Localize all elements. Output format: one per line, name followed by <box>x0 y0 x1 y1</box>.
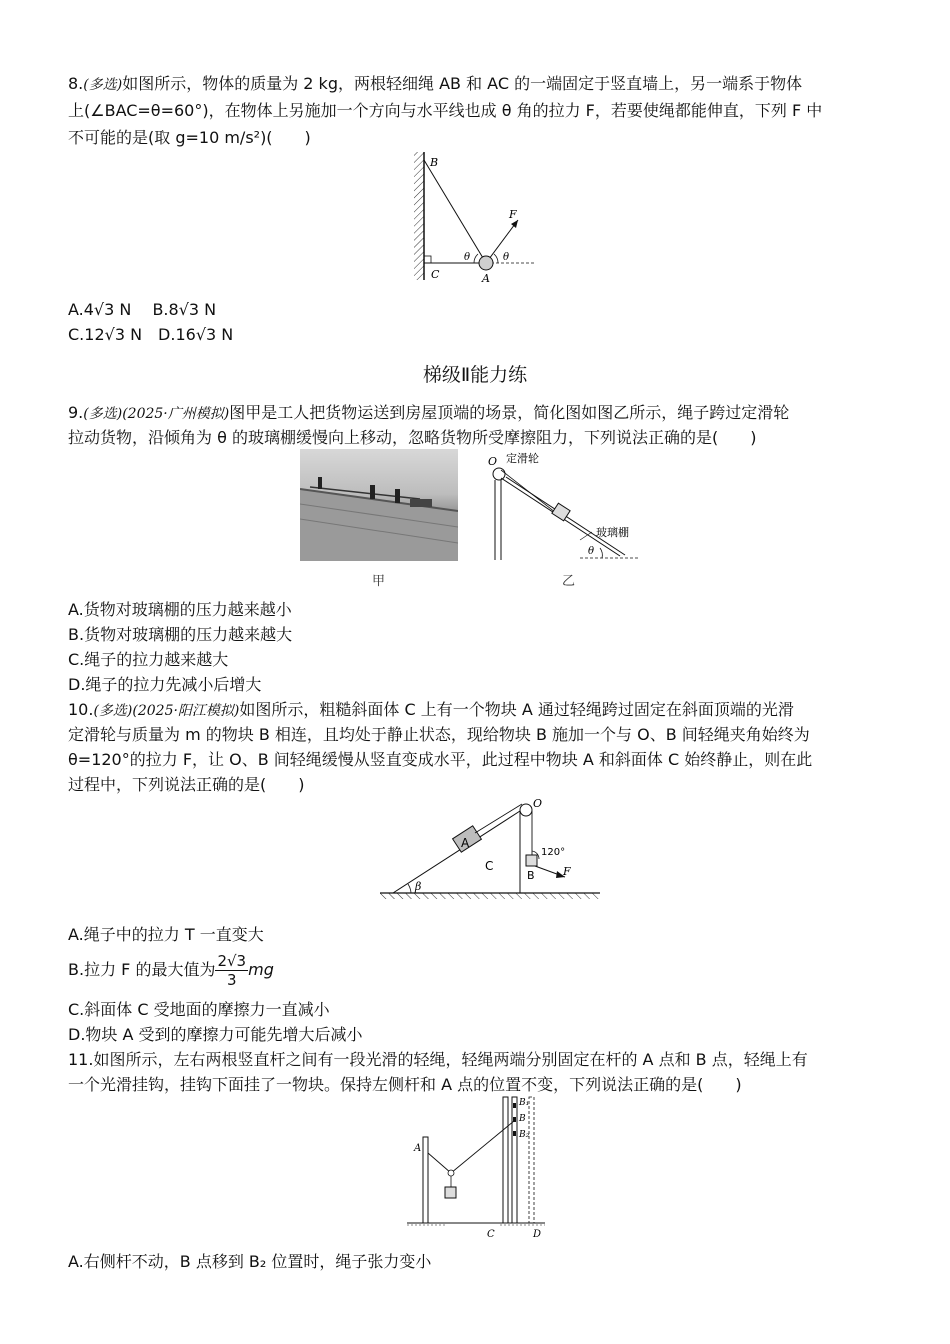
q9-line-1: 9.(多选)(2025·广州模拟)图甲是工人把货物运送到房屋顶端的场景，简化图如图乙所示，绳子跨过定滑轮 <box>68 403 790 422</box>
q8-tag: (多选) <box>83 77 123 93</box>
q10-option-b-fraction: $\frac{2√3}{3}$ <box>217 952 247 989</box>
q10-option-c[interactable]: C.斜面体 C 受地面的摩擦力一直减小 <box>68 1000 330 1019</box>
q11-label-c: C <box>487 1229 495 1240</box>
q8-label-b: B <box>430 156 439 169</box>
q11-label-d: D <box>533 1229 542 1240</box>
q9-figure-yi <box>480 450 655 565</box>
q10-line-3: θ=120°的拉力 F，让 O、B 间轻绳缓慢从竖直变成水平，此过程中物块 A 和斜面体 C 始终静止，则在此 <box>68 750 813 769</box>
q10-label-angle: 120° <box>541 847 566 858</box>
q9-label-pulley: 定滑轮 <box>506 452 539 465</box>
q10-label-beta: β <box>415 880 422 893</box>
q9-line-2: 拉动货物，沿倾角为 θ 的玻璃棚缓慢向上移动，忽略货物所受摩擦阻力，下列说法正确的是( ) <box>68 428 757 447</box>
q9-option-b[interactable]: B.货物对玻璃棚的压力越来越大 <box>68 625 293 644</box>
q11-line-1: 11.如图所示，左右两根竖直杆之间有一段光滑的轻绳，轻绳两端分别固定在杆的 A 点和 B 点，轻绳上有 <box>68 1050 808 1069</box>
q10-line-1: 10.(多选)(2025·阳江模拟)如图所示，粗糙斜面体 C 上有一个物块 A 通过轻绳跨过固定在斜面顶端的光滑 <box>68 700 794 719</box>
q8-line-2: 上(∠BAC=θ=60°)，在物体上另施加一个方向与水平线也成 θ 角的拉力 F，若要使绳都能伸直，下列 F 中 <box>68 101 823 120</box>
q10-option-a[interactable]: A.绳子中的拉力 T 一直变大 <box>68 925 264 944</box>
q9-fig-label-jia: 甲 <box>372 574 386 589</box>
q10-label-b: B <box>527 869 535 882</box>
q8-label-theta-2: θ <box>503 252 510 263</box>
q8-label-theta-1: θ <box>464 252 471 263</box>
q10-option-b[interactable]: B.拉力 F 的最大值为 $\frac{2√3}{3}$ mg <box>68 952 274 989</box>
q9-label-glass: 玻璃棚 <box>596 526 629 539</box>
q8-label-f: F <box>509 208 517 221</box>
q9-fig-label-yi: 乙 <box>562 574 576 589</box>
q9-option-a[interactable]: A.货物对玻璃棚的压力越来越小 <box>68 600 292 619</box>
q11-label-b: B <box>519 1114 526 1124</box>
q10-label-a: A <box>461 836 470 850</box>
q11-option-a[interactable]: A.右侧杆不动，B 点移到 B₂ 位置时，绳子张力变小 <box>68 1252 432 1271</box>
q8-options-cd[interactable]: C.12√3 N D.16√3 N <box>68 325 234 344</box>
q9-label-theta: θ <box>588 546 595 557</box>
q8-line-1: 8.(多选)如图所示，物体的质量为 2 kg，两根轻细绳 AB 和 AC 的一端固定于竖直墙上，另一端系于物体 <box>68 74 803 93</box>
q10-option-d[interactable]: D.物块 A 受到的摩擦力可能先增大后减小 <box>68 1025 363 1044</box>
q11-label-a: A <box>414 1143 422 1154</box>
q8-label-a: A <box>482 272 490 285</box>
q11-label-b1: B₁ <box>519 1098 530 1108</box>
q10-label-f: F <box>563 865 571 878</box>
q8-figure <box>400 148 550 288</box>
q8-options-ab[interactable]: A.4√3 N B.8√3 N <box>68 300 217 319</box>
q9-label-o: O <box>488 455 498 468</box>
q8-line-3: 不可能的是(取 g=10 m/s²)( ) <box>68 128 311 147</box>
q10-line-2: 定滑轮与质量为 m 的物块 B 相连，且均处于静止状态，现给物块 B 施加一个与 O、B 间轻绳夹角始终为 <box>68 725 810 744</box>
q9-option-c[interactable]: C.绳子的拉力越来越大 <box>68 650 229 669</box>
q11-line-2: 一个光滑挂钩，挂钩下面挂了一物块。保持左侧杆和 A 点的位置不变，下列说法正确的是( ) <box>68 1075 742 1094</box>
q10-label-c: C <box>485 859 494 873</box>
q8-label-c: C <box>431 268 440 281</box>
q11-figure <box>405 1093 555 1243</box>
q11-label-b2: B₂ <box>519 1130 530 1140</box>
q10-figure <box>375 795 605 905</box>
q10-label-o: O <box>533 797 543 810</box>
q9-photo-workers <box>300 449 458 561</box>
q9-option-d[interactable]: D.绳子的拉力先减小后增大 <box>68 675 262 694</box>
q10-line-4: 过程中，下列说法正确的是( ) <box>68 775 305 794</box>
section-title: 梯级Ⅱ能力练 <box>422 364 528 386</box>
